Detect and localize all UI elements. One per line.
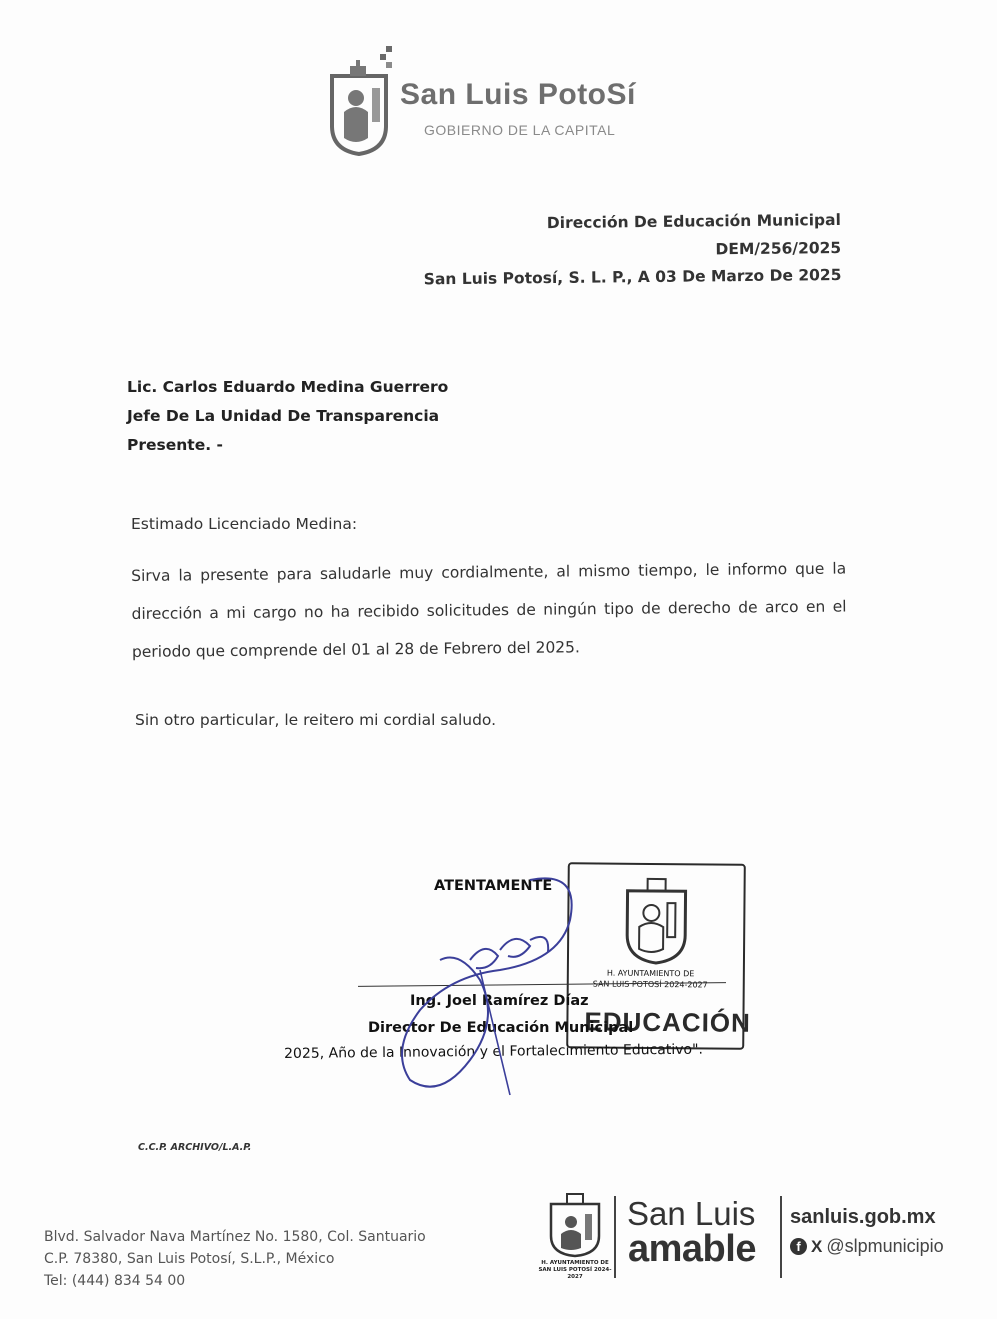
reference-block: [423, 207, 842, 294]
handwritten-signature: [380, 860, 610, 1100]
letter-body: Sirva la presente para saludarle muy cordialmente, al mismo tiempo, le informo que la dirección a mi cargo no ha recibido solicitudes de ningún tipo de derecho de arco en el periodo que comprende del 01 al 28 de Febrero del 2025.: [131, 559, 847, 661]
recipient-block: [127, 373, 448, 460]
social-handle[interactable]: @slpmunicipio: [826, 1236, 944, 1256]
social-links: [790, 1236, 944, 1257]
folio: DEM/256/2025: [715, 238, 842, 258]
recipient-name: Lic. Carlos Eduardo Medina Guerrero: [127, 378, 449, 396]
recipient-presente: Presente. -: [127, 436, 223, 454]
department: Dirección De Educación Municipal: [547, 210, 842, 233]
logo-subtitle: GOBIERNO DE LA CAPITAL: [424, 122, 616, 138]
x-icon[interactable]: X: [811, 1236, 823, 1256]
stamp-line2: SAN LUIS POTOSÍ 2024-2027: [592, 979, 708, 990]
header-logo: [326, 46, 636, 158]
phone: Tel: (444) 834 54 00: [44, 1273, 186, 1289]
footer-logo-caption: H. AYUNTAMIENTO DE SAN LUIS POTOSÍ 2024-2027: [538, 1260, 612, 1280]
footer-logo: [535, 1192, 615, 1284]
brand-amable: amable: [628, 1228, 756, 1270]
motto: 2025, Año de la Innovación y el Fortalecimiento Educativo".: [284, 1041, 704, 1062]
ccp: C.C.P. ARCHIVO/L.A.P.: [138, 1142, 252, 1153]
website[interactable]: sanluis.gob.mx: [790, 1206, 936, 1228]
stamp-word: EDUCACIÓN: [584, 1006, 752, 1038]
facebook-icon[interactable]: f: [790, 1238, 807, 1255]
closing: Sin otro particular, le reitero mi cordial saludo.: [135, 711, 497, 729]
footer-divider: [780, 1196, 782, 1278]
stamp-line1: H. AYUNTAMIENTO DE: [606, 968, 695, 979]
coat-of-arms-icon: [621, 873, 692, 968]
atentamente: ATENTAMENTE: [434, 878, 553, 894]
logo-name: San Luis PotoSí: [400, 78, 636, 111]
footer-address: [44, 1226, 426, 1292]
place-date: San Luis Potosí, S. L. P., A 03 De Marzo De 2025: [423, 265, 842, 289]
salutation: Estimado Licenciado Medina:: [131, 515, 358, 533]
coat-of-arms-icon: [545, 1192, 605, 1258]
signer-name: Ing. Joel Ramírez Díaz: [410, 993, 589, 1009]
address-line2: C.P. 78380, San Luis Potosí, S.L.P., México: [44, 1251, 335, 1267]
footer-divider: [614, 1196, 616, 1278]
address-line1: Blvd. Salvador Nava Martínez No. 1580, Col. Santuario: [44, 1229, 426, 1245]
recipient-position: Jefe De La Unidad De Transparencia: [127, 407, 440, 425]
coat-of-arms-icon: [326, 46, 398, 158]
brand-name: San Luis: [627, 1195, 756, 1232]
signer-title: Director De Educación Municipal: [368, 1020, 634, 1036]
